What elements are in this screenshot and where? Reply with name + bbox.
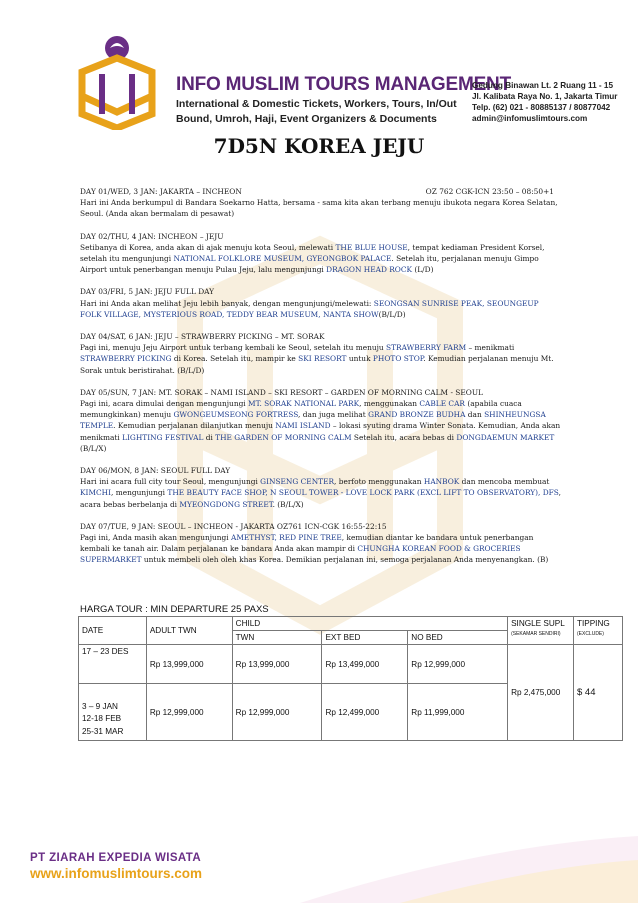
highlight-place: GRAND BRONZE BUDHA <box>368 410 466 420</box>
highlight-place: MYEONGDONG STREET <box>179 499 273 509</box>
itinerary <box>80 186 562 577</box>
highlight-place: SKI RESORT <box>298 354 347 364</box>
price-table <box>78 616 623 741</box>
day-heading <box>80 286 562 297</box>
description-text: untuk <box>346 354 373 364</box>
highlight-place: THE GARDEN OF MORNING CALM <box>215 432 352 442</box>
description-text: Pagi ini, acara dimulai dengan mengunjungi <box>80 399 249 409</box>
row2-dates <box>79 684 147 741</box>
header-tipping-note: (EXCLUDE) <box>576 631 604 637</box>
description-text: Hari ini acara full city tour Seoul, mengunjungi <box>80 477 261 487</box>
row2-date-1: 3 – 9 JAN <box>82 701 118 711</box>
row2-date-3: 25-31 MAR <box>82 726 124 736</box>
header-date: DATE <box>79 617 147 645</box>
itinerary-day-2 <box>80 231 562 276</box>
description-text: (B/L/D) <box>378 309 406 319</box>
highlight-place: HANBOK <box>423 477 460 487</box>
description-text: . Setelah itu, perjalanan menuju Gimpo Airport untuk penerbangan menuju Pulau Jeju, lalu mengunjungi <box>80 254 539 275</box>
description-text: Setibanya di Korea, anda akan di ajak menuju kota Seoul, melewati <box>80 242 336 252</box>
page-title: 7D5N KOREA JEJU <box>213 134 425 158</box>
address-line-3: Telp. (62) 021 - 80885137 / 80877042 <box>472 103 611 112</box>
row1-nobed: Rp 12,999,000 <box>408 645 508 684</box>
footer-website[interactable]: www.infomuslimtours.com <box>30 866 203 881</box>
single-supl-value: Rp 2,475,000 <box>508 645 574 741</box>
row1-date: 17 – 23 DES <box>79 645 147 684</box>
highlight-place: AMETHYST, RED PINE TREE <box>231 533 342 543</box>
itinerary-day-3 <box>80 286 562 320</box>
header-tipping-label: TIPPING <box>576 619 610 628</box>
highlight-place: DRAGON HEAD ROCK <box>326 265 413 275</box>
highlight-place: STRAWBERRY PICKING <box>80 354 172 364</box>
header-single-note: (SEKAMAR SENDIRI) <box>511 631 561 637</box>
header-child-ext: EXT BED <box>322 631 408 645</box>
highlight-place: DONGDAEMUN MARKET <box>456 432 555 442</box>
itinerary-day-7 <box>80 521 562 566</box>
day-description <box>80 242 562 276</box>
description-text: . Kemudian perjalanan dilanjutkan menuju <box>113 421 276 431</box>
highlight-place: THE BLUE HOUSE <box>335 242 408 252</box>
itinerary-day-5 <box>80 387 562 454</box>
highlight-place: CABLE CAR <box>419 399 465 409</box>
day-title: DAY 03/FRI, 5 JAN: JEJU FULL DAY <box>80 287 215 297</box>
description-text: dan <box>465 410 485 420</box>
day-title: DAY 02/THU, 4 JAN: INCHEON – JEJU <box>80 231 224 241</box>
description-text: , mengunjungi <box>111 488 168 498</box>
row2-date-2: 12-18 FEB <box>82 714 122 723</box>
day-heading <box>80 465 562 476</box>
day-title: DAY 07/TUE, 9 JAN: SEOUL – INCHEON - JAKARTA OZ761 ICN-CGK 16:55-22:15 <box>80 521 387 531</box>
company-logo-icon <box>76 34 158 130</box>
day-heading <box>80 521 562 532</box>
highlight-place: SEONGSAN SUNRISE PEAK, SEOUNGEUP FOLK VILLAGE, MYSTERIOUS ROAD, TEDDY BEAR MUSEUM, NANTA SHOW <box>80 298 539 319</box>
description-text: di <box>203 432 216 442</box>
description-text: di Korea. Setelah itu, mampir ke <box>171 354 299 364</box>
company-tagline-2: Bound, Umroh, Haji, Event Organizers & Documents <box>176 113 437 125</box>
highlight-place: PHOTO STOP <box>372 354 424 364</box>
description-text: Setelah itu, acara bebas di <box>351 432 457 442</box>
row1-twn: Rp 13,999,000 <box>232 645 322 684</box>
address-email: admin@infomuslimtours.com <box>472 114 588 123</box>
day-flight: OZ 762 CGK-ICN 23:50 – 08:50+1 <box>425 187 554 196</box>
itinerary-day-1 <box>80 186 562 220</box>
description-text: Pagi ini, Anda masih akan mengunjungi <box>80 533 231 543</box>
description-text: Hari ini Anda berkumpul di Bandara Soekarno Hatta, bersama - sama kita akan terbang menuju ibukota negara Korea Selatan, Seoul. (Anda akan bermalam di pesawat) <box>80 198 558 219</box>
footer-company: PT ZIARAH EXPEDIA WISATA <box>30 852 202 864</box>
company-name: INFO MUSLIM TOURS MANAGEMENT <box>176 74 511 95</box>
description-text: (L/D) <box>412 265 434 275</box>
header-single-label: SINGLE SUPL <box>511 619 565 628</box>
description-text: (apabila cuaca memungkinkan) menuju <box>80 399 522 420</box>
address-line-1: Gedung Binawan Lt. 2 Ruang 11 - 15 <box>472 81 614 90</box>
itinerary-day-4 <box>80 331 562 376</box>
row2-nobed: Rp 11,999,000 <box>408 684 508 741</box>
description-text: – menikmati <box>466 343 515 353</box>
description-text: (B/L/X) <box>80 443 107 453</box>
day-heading <box>80 186 562 197</box>
day-title: DAY 01/WED, 3 JAN: JAKARTA – INCHEON <box>80 187 242 196</box>
header-adult: ADULT TWN <box>146 617 232 645</box>
description-text: Hari ini Anda akan melihat Jeju lebih banyak, dengan mengunjungi/melewati: <box>80 298 374 308</box>
day-heading <box>80 387 562 398</box>
day-description <box>80 532 562 566</box>
address-block <box>472 80 634 124</box>
day-heading <box>80 331 562 342</box>
description-text: , acara bebas berbelanja di <box>80 488 561 509</box>
highlight-place: CHUNGHA KOREAN FOOD & GROCERIES SUPERMARKET <box>80 544 521 565</box>
description-text: , menggunakan <box>359 399 420 409</box>
highlight-place: LIGHTING FESTIVAL <box>122 432 204 442</box>
table-row <box>79 645 623 684</box>
header-child-nobed: NO BED <box>408 631 508 645</box>
highlight-place: MT. SORAK NATIONAL PARK <box>248 399 360 409</box>
description-text: . (B/L/X) <box>272 499 304 509</box>
header-tipping <box>573 617 622 645</box>
company-block <box>176 74 511 126</box>
day-description <box>80 197 562 219</box>
highlight-place: KIMCHI <box>80 488 112 498</box>
address-line-2: Jl. Kalibata Raya No. 1, Jakarta Timur <box>472 92 618 101</box>
highlight-place: STRAWBERRY FARM <box>386 343 467 353</box>
day-description <box>80 476 562 510</box>
company-tagline-1: International & Domestic Tickets, Workers, Tours, In/Out <box>176 98 457 110</box>
description-text: dan mencoba membuat <box>459 477 550 487</box>
itinerary-day-6 <box>80 465 562 510</box>
header-single <box>508 617 574 645</box>
row1-ext: Rp 13,499,000 <box>322 645 408 684</box>
header-child: CHILD <box>232 617 507 631</box>
highlight-place: SHINHEUNGSA TEMPLE <box>80 410 546 431</box>
row1-adult: Rp 13,999,000 <box>146 645 232 684</box>
price-title: HARGA TOUR : MIN DEPARTURE 25 PAXS <box>80 604 269 615</box>
day-title: DAY 06/MON, 8 JAN: SEOUL FULL DAY <box>80 466 231 476</box>
day-title: DAY 05/SUN, 7 JAN: MT. SORAK – NAMI ISLAND – SKI RESORT – GARDEN OF MORNING CALM - SEOUL <box>80 387 483 397</box>
description-text: , berfoto menggunakan <box>334 477 424 487</box>
description-text: Pagi ini, menuju Jeju Airport untuk terbang kembali ke Seoul, setelah itu menuju <box>80 343 387 353</box>
highlight-place: GWONGEUMSEONG FORTRESS <box>173 410 299 420</box>
description-text: , kemudian diantar ke bandara untuk penerbangan kembali ke tanah air. Dalam perjalanan ke bandara Anda akan mampir di <box>80 533 534 554</box>
day-heading <box>80 231 562 242</box>
table-header-row <box>79 617 623 631</box>
description-text: , tempat kediaman President Korsel, setelah itu mengunjungi <box>80 242 545 264</box>
tipping-value: $ 44 <box>573 645 622 741</box>
footer-wave-icon <box>0 826 638 903</box>
row2-twn: Rp 12,999,000 <box>232 684 322 741</box>
description-text: untuk membeli oleh oleh khas Korea. Demikian perjalanan ini, semoga perjalanan Anda menyenangkan. (B) <box>141 555 549 565</box>
day-description <box>80 298 562 320</box>
description-text: – lokasi syuting drama Winter Sonata. Kemudian, Anda akan menikmati <box>80 421 561 442</box>
day-title: DAY 04/SAT, 6 JAN: JEJU – STRAWBERRY PICKING – MT. SORAK <box>80 332 325 342</box>
highlight-place: NAMI ISLAND <box>275 421 331 431</box>
row2-ext: Rp 12,499,000 <box>322 684 408 741</box>
highlight-place: GINSENG CENTER <box>260 477 335 487</box>
description-text: . Kemudian perjalanan menuju Mt. Sorak untuk beristirahat. (B/L/D) <box>80 354 554 375</box>
day-description <box>80 398 562 454</box>
highlight-place: THE BEAUTY FACE SHOP, N SEOUL TOWER - LOVE LOCK PARK (EXCL LIFT TO OBSERVATORY), DFS <box>167 488 559 498</box>
day-description <box>80 342 562 376</box>
row2-adult: Rp 12,999,000 <box>146 684 232 741</box>
description-text: , dan juga melihat <box>298 410 369 420</box>
header-child-twn: TWN <box>232 631 322 645</box>
highlight-place: NATIONAL FOLKLORE MUSEUM, GYEONGBOK PALACE <box>173 254 392 264</box>
